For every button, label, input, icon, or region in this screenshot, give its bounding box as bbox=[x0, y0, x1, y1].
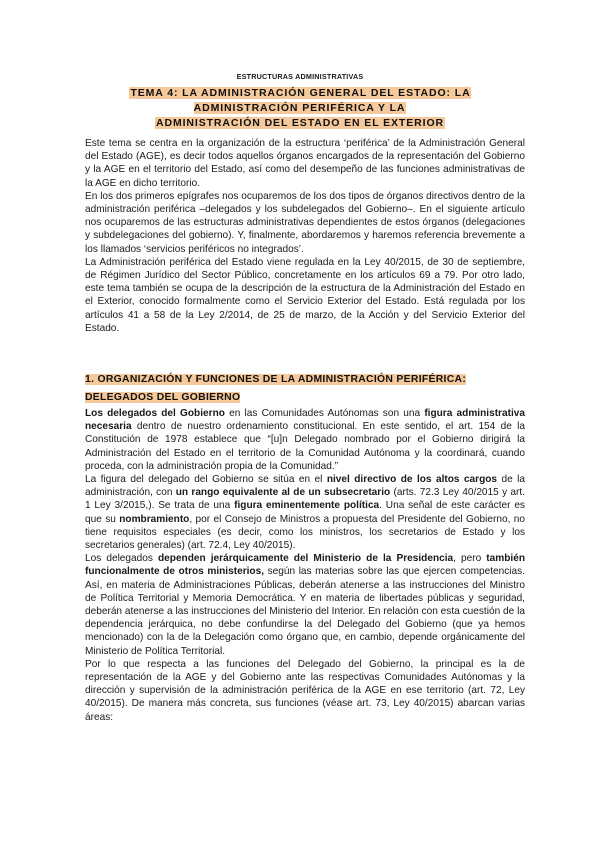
section-paragraph-3: Los delegados dependen jerárquicamente del Ministerio de la Presidencia, pero también funcionalmente de otros ministerios, según las materias sobre las que ejercen competencias. Así, en materia de Administraciones Públicas, deberán atenerse a las instrucciones del Ministro de Política Territorial y Memoria Democrática. Y en materia de libertades públicas y seguridad, deberán atenerse a las instrucciones del Ministerio del Interior. En relación con esta cuestión de la dependencia jerárquica, no debe confundirse la del Delegado del Gobierno (que ya hemos mencionado) con la de la Delegación como órgano que, en cambio, depende orgánicamente del Ministerio de Política Territorial. bbox=[85, 553, 525, 657]
intro-paragraph-3: La Administración periférica del Estado viene regulada en la Ley 40/2015, de 30 de septiembre, de Régimen Jurídico del Sector Público, concretamente en los artículos 69 a 79. Por otro lado, este tema también se ocupa de la descripción de la estructura de la Administración del Estado en el Exterior, conocido formalmente como el Servicio Exterior del Estado. Está regulada por los artículos 41 a 58 de la Ley 2/2014, de 25 de marzo, de la Acción y del Servicio Exterior del Estado. bbox=[85, 256, 525, 334]
section-paragraph-2: La figura del delegado del Gobierno se sitúa en el nivel directivo de los altos cargos de la administración, con un rango equivalente al de un subsecretario (arts. 72.3 Ley 40/2015 y art. 1 Ley 3/2015,). Se trata de una figura eminentemente política. Una señal de este carácter es que su nombramiento, por el Consejo de Ministros a propuesta del Presidente del Gobierno, no tiene requisitos especiales (es decir, como los ministros, los secretarios de Estado y los secretarios generales) (art. 72.4, Ley 40/2015). bbox=[85, 474, 526, 552]
course-label: ESTRUCTURAS ADMINISTRATIVAS bbox=[236, 72, 364, 81]
section-paragraph-1: Los delegados del Gobierno en las Comunidades Autónomas son una figura administrativa necesaria dentro de nuestro ordenamiento constitucional. En este sentido, el art. 154 de la Constitución de 1978 establece que “[u]n Delegado nombrado por el Gobierno dirigirá la Administración del Estado en el territorio de la Comunidad Autónoma y la coordinará, cuando proceda, con la administración propia de la Comunidad.” bbox=[85, 408, 525, 472]
document-title bbox=[84, 86, 516, 131]
section-heading: 1. ORGANIZACIÓN Y FUNCIONES DE LA ADMINISTRACIÓN PERIFÉRICA: DELEGADOS DEL GOBIERNO bbox=[85, 374, 467, 403]
intro-paragraph-1: Este tema se centra en la organización de la estructura ‘periférica’ de la Administración General del Estado (AGE), es decir todos aquellos órganos encargados de la representación del Gobierno y la AGE en el territorio del Estado, así como del desempeño de las funciones administrativas de la AGE en dicho territorio. bbox=[85, 138, 525, 189]
intro-paragraph-2: En los dos primeros epígrafes nos ocuparemos de los dos tipos de órganos directivos dentro de la administración periférica –delegados y los subdelegados del Gobierno–. En el siguiente artículo nos ocuparemos de las estructuras administrativas dependientes de estos órganos (delegaciones y subdelegaciones del gobierno). Y, finalmente, abordaremos y haremos referencia brevemente a los llamados ‘servicios periféricos no integrados’. bbox=[85, 190, 525, 255]
title-line-1: TEMA 4: LA ADMINISTRACIÓN GENERAL DEL ESTADO: LA ADMINISTRACIÓN PERIFÉRICA Y LA bbox=[130, 87, 471, 114]
section-body bbox=[85, 407, 525, 724]
intro-section bbox=[85, 137, 525, 335]
title-line-2: ADMINISTRACIÓN DEL ESTADO EN EL EXTERIOR bbox=[155, 117, 445, 129]
section-paragraph-4: Por lo que respecta a las funciones del Delegado del Gobierno, la principal es la de representación de la AGE y del Gobierno ante las respectivas Comunidades Autónomas y la dirección y supervisión de la administración periférica de la AGE en ese territorio (art. 72, Ley 40/2015). De manera más concreta, sus funciones (véase art. 73, Ley 40/2015) abarcan varias áreas: bbox=[85, 658, 525, 723]
